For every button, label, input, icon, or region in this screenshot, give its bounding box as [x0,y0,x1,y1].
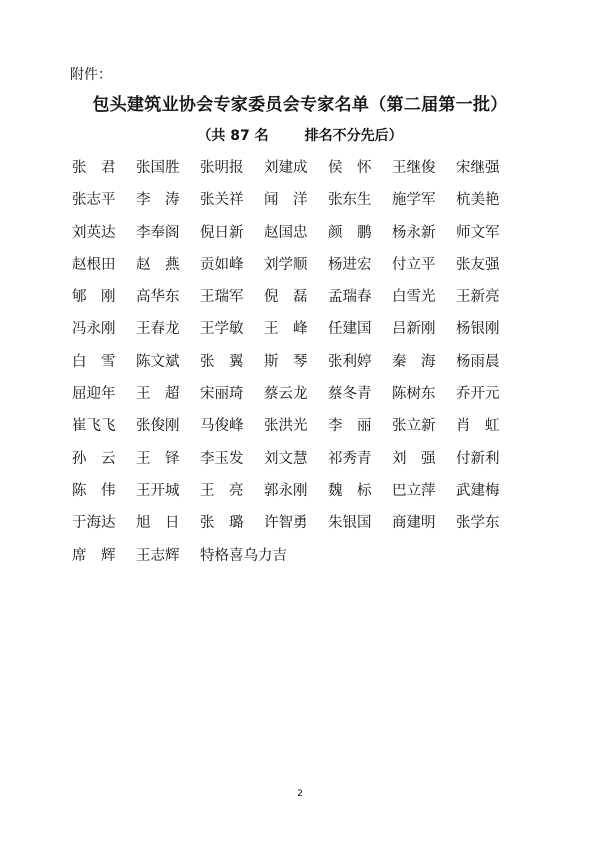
expert-name: 李奉阁 [136,224,180,241]
expert-name: 杨进宏 [328,256,372,273]
expert-name: 张俊刚 [136,418,180,435]
expert-name: 刘 强 [392,450,436,467]
expert-name: 于海达 [72,515,116,532]
expert-name: 杭美艳 [456,192,500,209]
expert-name: 施学军 [392,192,436,209]
expert-name: 白雪光 [392,289,436,306]
expert-name: 师文军 [456,224,500,241]
expert-name: 王 亮 [200,482,244,499]
expert-name: 刘学顺 [264,256,308,273]
expert-name: 倪日新 [200,224,244,241]
expert-name: 倪 磊 [264,289,308,306]
expert-name: 赵根田 [72,256,116,273]
expert-name: 张洪光 [264,418,308,435]
expert-name: 朱银国 [328,515,372,532]
expert-name: 颜 鹏 [328,224,372,241]
expert-name: 张友强 [456,256,500,273]
expert-name: 杨永新 [392,224,436,241]
expert-name: 张国胜 [136,160,180,176]
expert-name: 王 峰 [264,321,308,338]
expert-name: 任建国 [328,321,372,338]
expert-name: 李 丽 [328,418,372,435]
expert-name: 王学敏 [200,321,244,338]
expert-name: 刘英达 [72,224,116,241]
expert-name: 王 铎 [136,450,180,467]
expert-name: 刘文慧 [264,450,308,467]
expert-name: 王 超 [136,386,180,403]
expert-name: 王志辉 [136,547,180,564]
expert-name: 王继俊 [392,160,436,176]
expert-name: 秦 海 [392,353,436,370]
expert-name: 冯永刚 [72,321,116,338]
expert-name: 杨银刚 [456,321,500,338]
expert-name: 张立新 [392,418,436,435]
expert-name: 王春龙 [136,321,180,338]
expert-name: 宋丽琦 [200,386,244,403]
expert-name: 张 君 [72,160,116,176]
expert-name: 肖 虹 [456,418,500,435]
attachment-label: 附件： [70,67,112,83]
expert-name: 崔飞飞 [72,418,116,435]
expert-name: 李玉发 [200,450,244,467]
document-subtitle [0,126,600,146]
expert-name: 孙 云 [72,450,116,467]
expert-name: 商建明 [392,515,436,532]
expert-name: 白 雪 [72,353,116,370]
expert-name: 特格喜乌力吉 [200,547,287,564]
expert-name: 陈文斌 [136,353,180,370]
expert-name: 刘建成 [264,160,308,176]
expert-name: 侯 怀 [328,160,372,176]
expert-name: 宋继强 [456,160,500,176]
subtitle-count: （共 87 名 [197,128,269,144]
page-number: 2 [297,789,303,799]
expert-name: 贡如峰 [200,256,244,273]
document-title: 包头建筑业协会专家委员会专家名单（第二届第一批） [92,95,508,115]
expert-name: 闻 洋 [264,192,308,209]
expert-name: 付新利 [456,450,500,467]
expert-name: 张 璐 [200,515,244,532]
expert-name: 马俊峰 [200,418,244,435]
subtitle-note: 排名不分先后） [304,128,403,144]
expert-name: 杨雨晨 [456,353,500,370]
expert-name: 高华东 [136,289,180,306]
expert-name: 陈树东 [392,386,436,403]
expert-name: 斯 琴 [264,353,308,370]
expert-name: 许智勇 [264,515,308,532]
expert-name: 陈 伟 [72,482,116,499]
expert-name: 蔡冬青 [328,386,372,403]
expert-name: 张关祥 [200,192,244,209]
expert-name: 郭永刚 [264,482,308,499]
expert-name: 张学东 [456,515,500,532]
expert-name-list [72,156,520,576]
expert-name: 赵 燕 [136,256,180,273]
expert-name: 巴立萍 [392,482,436,499]
expert-name: 张志平 [72,192,116,209]
expert-name: 王开城 [136,482,180,499]
expert-name: 王瑞军 [200,289,244,306]
expert-name: 张东生 [328,192,372,209]
expert-name: 郇 刚 [72,289,116,306]
expert-name: 魏 标 [328,482,372,499]
expert-name: 武建梅 [456,482,500,499]
expert-name: 屈迎年 [72,386,116,403]
expert-name: 赵国忠 [264,224,308,241]
expert-name: 蔡云龙 [264,386,308,403]
expert-name: 张 翼 [200,353,244,370]
expert-name: 王新亮 [456,289,500,306]
expert-name: 张利婷 [328,353,372,370]
expert-name: 张明报 [200,160,244,176]
expert-name: 孟瑞春 [328,289,372,306]
expert-name: 席 辉 [72,547,116,564]
expert-name: 祁秀青 [328,450,372,467]
expert-name: 付立平 [392,256,436,273]
expert-name: 乔开元 [456,386,500,403]
expert-name: 吕新刚 [392,321,436,338]
expert-name: 李 涛 [136,192,180,209]
expert-name: 旭 日 [136,515,180,532]
